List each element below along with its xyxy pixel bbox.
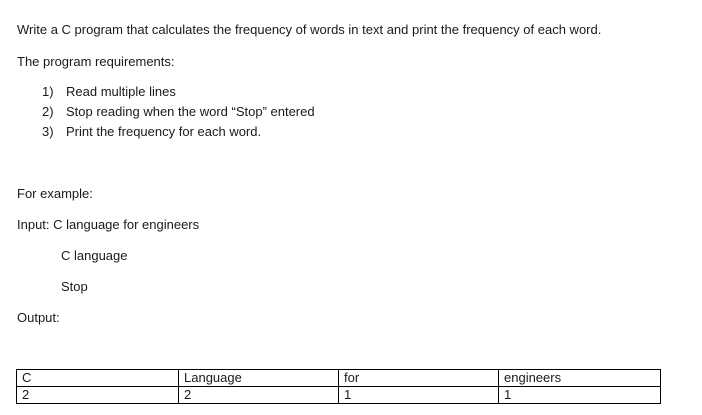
table-cell-word: C xyxy=(17,370,179,387)
input-label: Input: C language for engineers xyxy=(17,217,200,232)
table-cell-word: Language xyxy=(179,370,339,387)
table-cell-count: 2 xyxy=(179,387,339,404)
intro-text: Write a C program that calculates the frequency of words in text and print the frequency of each word. xyxy=(17,22,602,37)
requirements-heading: The program requirements: xyxy=(17,54,175,69)
output-label: Output: xyxy=(17,310,60,325)
table-row-counts xyxy=(17,387,661,404)
table-cell-count: 2 xyxy=(17,387,179,404)
input-line: Stop xyxy=(61,279,88,294)
table-cell-count: 1 xyxy=(499,387,661,404)
example-heading: For example: xyxy=(17,186,93,201)
requirement-item: Print the frequency for each word. xyxy=(66,124,262,139)
requirement-number: 1) xyxy=(42,84,54,99)
table-row-words xyxy=(17,370,661,387)
requirement-number: 3) xyxy=(42,124,54,139)
table-cell-count: 1 xyxy=(339,387,499,404)
input-line: C language xyxy=(61,248,128,263)
table-cell-word: engineers xyxy=(499,370,661,387)
frequency-table xyxy=(16,369,661,404)
table-cell-word: for xyxy=(339,370,499,387)
requirement-number: 2) xyxy=(42,104,54,119)
requirement-item: Stop reading when the word “Stop” entered xyxy=(66,104,315,119)
requirement-item: Read multiple lines xyxy=(66,84,176,99)
